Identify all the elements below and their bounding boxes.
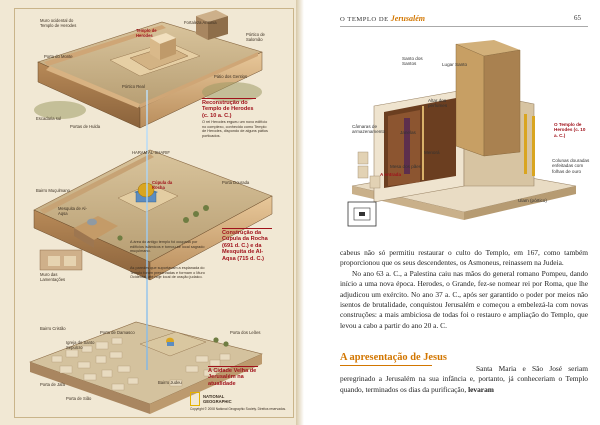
label-muslim-quarter: Bairro Muçulmano: [36, 188, 70, 193]
page-number: 65: [574, 14, 581, 22]
label-dome: Cúpula da Rocha: [152, 180, 173, 190]
label-jaffa-gate: Porta de Jafa: [40, 382, 65, 387]
label-stairs: Escadaria sul: [36, 116, 62, 121]
heading-rule-dome: [222, 228, 272, 229]
label-fortress: Fortaleza Antonia: [184, 20, 217, 25]
label-western-wall-now: Muro das Lamentações: [40, 272, 66, 282]
label-gate-mount: Porta do Monte: [44, 54, 73, 59]
label-christian-quarter: Bairro Cristão: [40, 326, 66, 331]
heading-old-city: A Cidade Velha de Jerusalém na atualidade: [208, 368, 257, 387]
section-text: [340, 364, 588, 395]
heading-rule-reconstruction: [202, 98, 256, 99]
label-window: Janelas: [400, 130, 416, 135]
label-jewish-quarter: Bairro Judeu: [158, 380, 182, 385]
heading-reconstruction: Reconstrução do Templo de Herodes (c. 10 a. C.): [202, 100, 254, 119]
label-hulda-gates: Portas de Hulda: [70, 124, 101, 129]
label-aqsa: Mesquita de Al-Aqsa: [58, 206, 87, 216]
desc-dome: A área do antigo templo foi ocupada por edifícios islâmicos e tornou-se local sagrado muçulmano.: [130, 240, 205, 254]
label-ulam: Ulam (pórtico): [518, 198, 547, 203]
label-lions-gate: Porta dos Leões: [230, 330, 261, 335]
section-paragraph: Santa Maria e São José seriam peregrinado a Jerusalém na sua infância e, portanto, já conheceriam o Templo quando, terminados os dias da purificação,: [340, 364, 588, 394]
label-altar: Altar dos perfumes: [428, 98, 448, 109]
running-head-accent: Jerusalém: [390, 14, 425, 23]
label-porch: Pórtico Real: [122, 84, 145, 89]
label-zion-gate: Porta de Sião: [66, 396, 92, 401]
body-text: [340, 248, 588, 331]
credit-line: Copyright © 2008 National Geographic Society. Direitos reservados.: [190, 407, 287, 411]
book-gutter: [296, 0, 304, 425]
label-holy-sepulchre: Igreja do Santo Sepulcro: [66, 340, 95, 350]
header-rule: [340, 26, 588, 27]
running-head: [340, 14, 425, 23]
national-geographic-logo: [190, 392, 200, 406]
section-title: A apresentação de Jesus: [340, 352, 447, 363]
label-golden-gate: Porta Dourada: [222, 180, 250, 185]
paragraph-1: cabeus não só permitiu restaurar o culto do Templo, em 167, como também proporcionou que os seus descendentes, os Asmoneus, reinassem na Judeia.: [340, 248, 588, 268]
heading-rule-old-city: [208, 366, 258, 367]
label-solomon-porch: Pórtico de Salomão: [246, 32, 265, 42]
label-holy-place: Lugar Santo: [442, 62, 468, 67]
desc-reconstruction: O rei Herodes ergueu um novo edifício no complexo, conhecido como Templo de Herodes, dispondo de alguns pátios porticados.: [202, 120, 268, 138]
label-court-gentiles: Pátio dos Gentios: [214, 74, 248, 79]
label-western-wall: Muro ocidental do Templo de Herodes: [40, 18, 77, 28]
label-haram: HARAM AL-SHARIF: [132, 150, 170, 155]
label-damascus-gate: Porta de Damasco: [100, 330, 135, 335]
label-columns: Colunas douradas enfeitadas com folhas de ouro: [552, 158, 590, 174]
label-entrance: A entrada: [380, 172, 402, 177]
label-menorah: Menorá: [424, 150, 440, 155]
left-page-frame: [14, 8, 294, 418]
heading-dome: Construção da Cúpula da Rocha (691 d. C.) e da Mesquita de Al-Aqsa (715 d. C.): [222, 230, 268, 262]
section-paragraph-bold: levaram: [468, 384, 494, 394]
label-temple: Templo de Herodes: [136, 28, 157, 38]
desc-dome-2: As paredes que suportavam a esplanada do Templo foram preservadas e formam o Muro Ocidental, até hoje local de oração judaico.: [130, 266, 205, 280]
label-chambers: Câmaras de armazenamento: [352, 124, 386, 135]
running-head-prefix: O TEMPLO DE: [340, 16, 389, 23]
paragraph-2: No ano 63 a. C., a Palestina caiu nas mãos do general romano Pompeu, dando início a uma nova época. Herodes, o Grande, fez-se nomear rei por Roma, que lhe adjudicou um exército. No ano 37 a. C., após ser garantido o poder por meios não isentos de brutalidade, conquistou Jerusalém e começou a embelezá-la com novas construções: a mais ambiciosa de todas foi o restauro e ampliação do Templo, que levou a cabo a partir do ano 20 a. C.: [340, 268, 588, 330]
label-temple-caption: O Templo de Herodes (c. 10 a. C.): [554, 122, 586, 138]
logo-text: NATIONAL GEOGRAPHIC: [203, 394, 232, 404]
right-page: [304, 0, 600, 425]
label-table: Mesa dos pães: [390, 164, 422, 169]
label-holy-of-holies: Santo dos Santos: [402, 56, 423, 67]
